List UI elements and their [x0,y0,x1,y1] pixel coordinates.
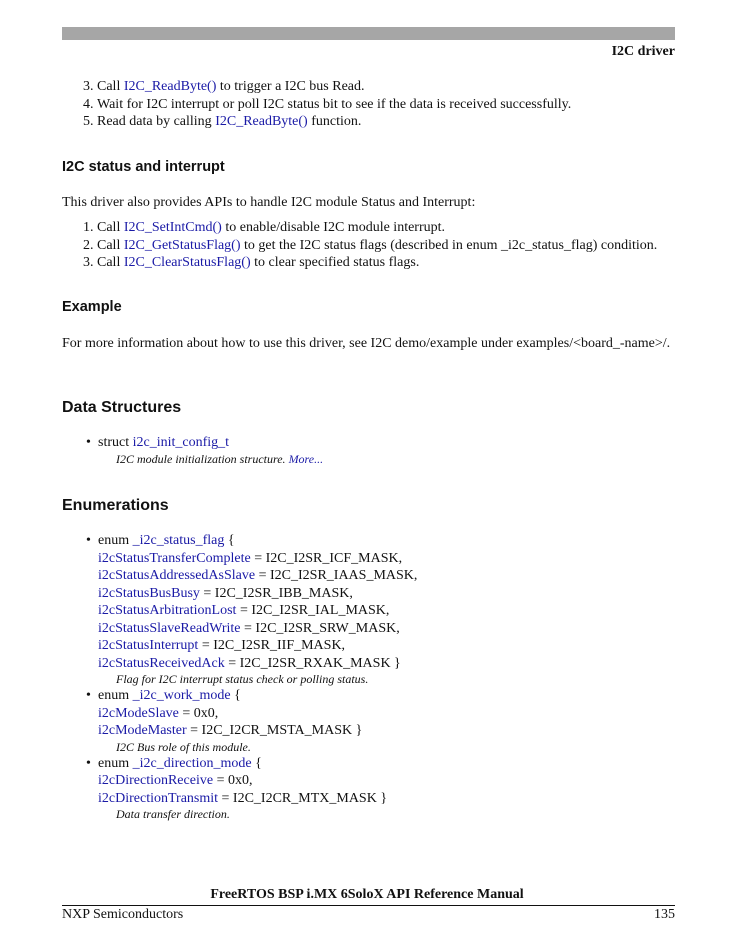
i2c-readbyte-link[interactable]: I2C_ReadByte() [215,114,308,129]
status-intro: This driver also provides APIs to handle I2C module Status and Interrupt: [62,195,476,210]
read-step: 5. Read data by calling I2C_ReadByte() function. [97,113,675,131]
footer-company: NXP Semiconductors [62,907,184,922]
enum-member-link[interactable]: i2cStatusReceivedAck [98,655,225,671]
enum-status-flag-link[interactable]: _i2c_status_flag [132,533,225,548]
enum-description: Data transfer direction. [116,807,230,821]
footer-divider [62,905,675,906]
i2c-setintcmd-link[interactable]: I2C_SetIntCmd() [123,220,222,235]
data-structures-heading: Data Structures [62,399,182,416]
status-steps-list [62,219,675,272]
example-heading: Example [62,299,122,315]
enum-member-link[interactable]: i2cDirectionReceive [98,773,214,788]
enum-member-link[interactable]: i2cStatusAddressedAsSlave [98,568,256,583]
enumerations-heading: Enumerations [62,497,169,514]
i2c-readbyte-link[interactable]: I2C_ReadByte() [123,79,217,94]
i2c-init-config-link[interactable]: i2c_init_config_t [132,435,230,450]
list-item: • enum _i2c_work_mode { i2cModeSlave = 0x0, i2cModeMaster = I2C_I2CR_MSTA_MASK } I2C Bus role of this module. [86,687,675,755]
enum-member-link[interactable]: i2cModeMaster [98,723,187,738]
list-item: • enum _i2c_direction_mode { i2cDirectionReceive = 0x0, i2cDirectionTransmit = I2C_I2CR_MTX_MASK } Data transfer direction. [86,755,675,823]
list-item: • enum _i2c_status_flag { i2cStatusTransferComplete = I2C_I2SR_ICF_MASK, i2cStatusAddressedAsSlave = I2C_I2SR_IAAS_MASK, i2cStatusBusBusy = I2C_I2SR_IBB_MASK, i2cStatusArbitrationLost = I2C_I2SR_IAL_MASK, i2cStatusSlaveReadWrite = I2C_I2SR_SRW_MASK, i2cStatusInterrupt = I2C_I2SR_IIF_MASK, i2cStatusReceivedAck = I2C_I2SR_RXAK_MASK } Flag for I2C interrupt status check or polling status. [86,532,675,687]
more-link[interactable]: More... [288,451,324,466]
read-step: 4. Wait for I2C interrupt or poll I2C status bit to see if the data is received successfully. [97,96,675,114]
status-step: 1. Call I2C_SetIntCmd() to enable/disable I2C module interrupt. [97,219,675,237]
read-steps-list [62,78,675,131]
i2c-clearstatusflag-link[interactable]: I2C_ClearStatusFlag() [123,255,251,270]
enum-description: I2C Bus role of this module. [116,739,251,754]
status-step: 3. Call I2C_ClearStatusFlag() to clear specified status flags. [97,254,675,272]
data-structures-list [62,434,675,467]
footer-title: FreeRTOS BSP i.MX 6SoloX API Reference Manual [210,887,524,902]
header-bar [62,27,675,40]
i2c-getstatusflag-link[interactable]: I2C_GetStatusFlag() [123,237,241,253]
enum-member-link[interactable]: i2cStatusSlaveReadWrite [98,620,241,636]
chapter-title: I2C driver [611,44,675,59]
status-step: 2. Call I2C_GetStatusFlag() to get the I2C status flags (described in enum _i2c_status_flag) condition. [97,237,675,255]
enum-work-mode-link[interactable]: _i2c_work_mode [132,688,231,703]
enum-member-link[interactable]: i2cStatusBusBusy [98,585,200,601]
status-section-heading: I2C status and interrupt [62,159,225,175]
enum-direction-mode-link[interactable]: _i2c_direction_mode [132,755,252,771]
enum-description: Flag for I2C interrupt status check or polling status. [116,672,369,686]
enum-member-link[interactable]: i2cStatusTransferComplete [98,550,251,566]
enum-member-link[interactable]: i2cModeSlave [98,705,179,721]
page-number: 135 [654,907,675,922]
read-step: 3. Call I2C_ReadByte() to trigger a I2C bus Read. [97,78,675,96]
enum-member-link[interactable]: i2cStatusInterrupt [98,638,199,653]
example-text: For more information about how to use this driver, see I2C demo/example under examples/<board_-name>/. [62,336,671,351]
enumerations-list [62,532,675,822]
enum-member-link[interactable]: i2cStatusArbitrationLost [98,603,237,618]
enum-member-link[interactable]: i2cDirectionTransmit [98,790,219,806]
list-item: • struct i2c_init_config_t I2C module initialization structure. More... [86,434,675,467]
